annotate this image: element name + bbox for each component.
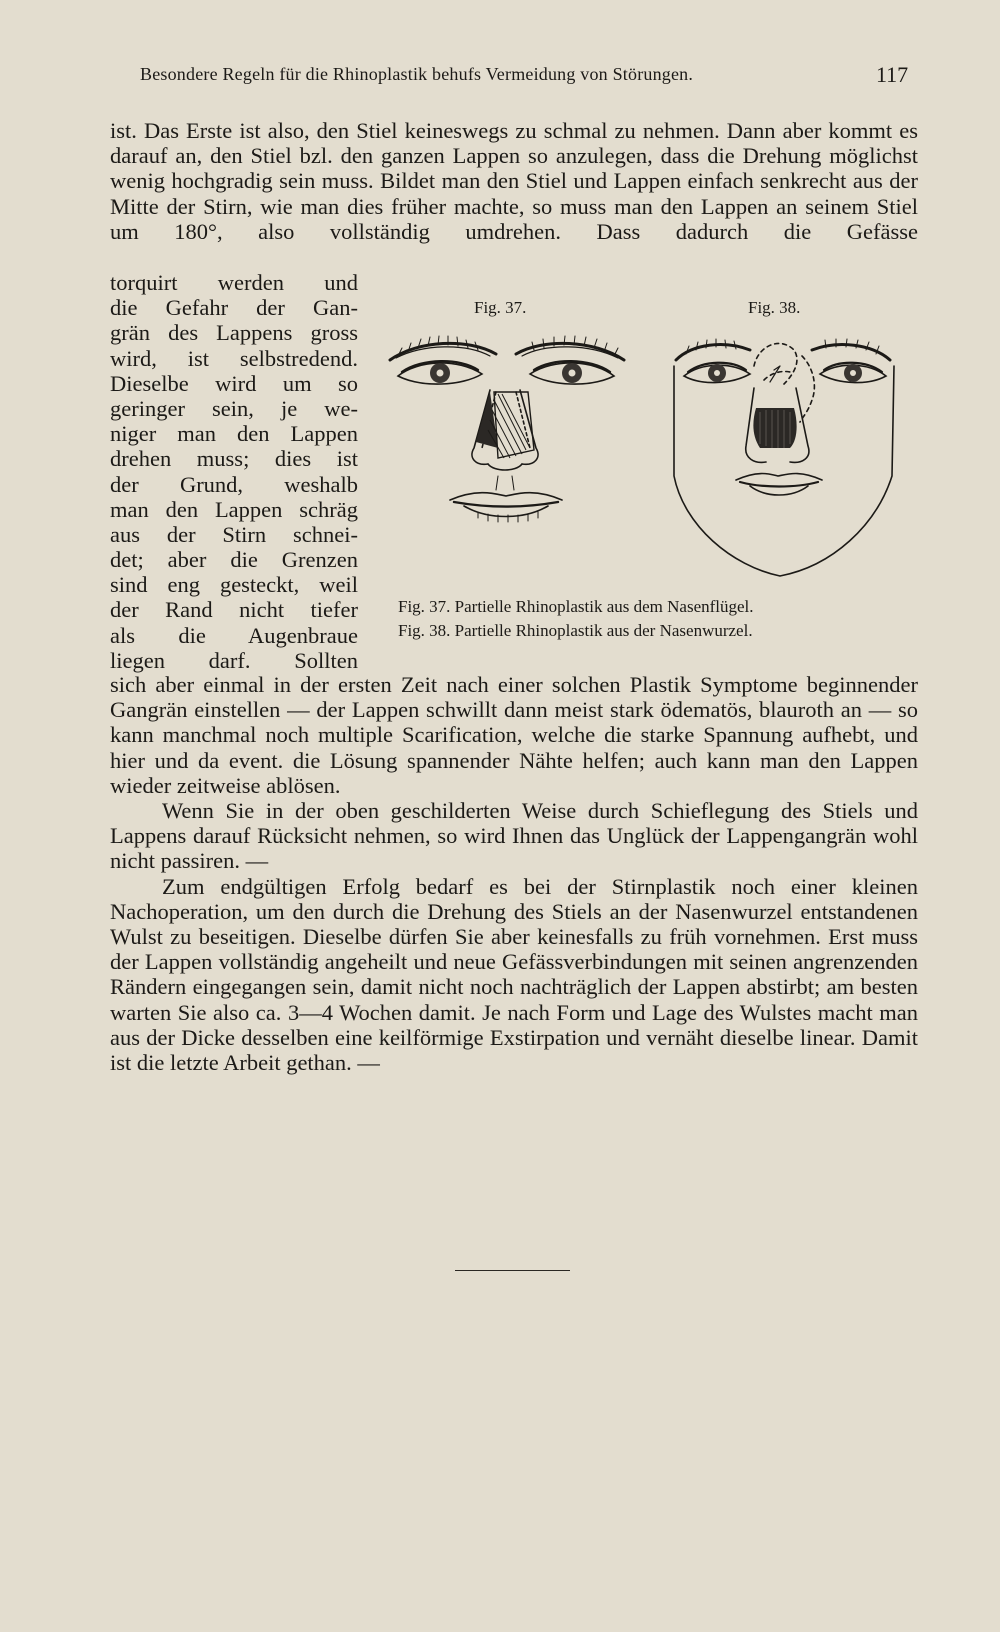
fig37-label: Fig. 37. (474, 298, 527, 317)
narrow-line: der Rand nicht tiefer (110, 597, 358, 623)
narrow-line: drehen muss; dies ist (110, 446, 358, 472)
narrow-line: man den Lappen schräg (110, 496, 358, 522)
page-number: 117 (876, 62, 909, 87)
caption-fig38: Fig. 38. Partielle Rhinoplastik aus der Nasenwurzel. (398, 621, 753, 640)
paragraph: Wenn Sie in der oben geschilderten Weise durch Schieflegung des Stiels und Lappens darauf Rücksicht nehmen, so wird Ihnen das Unglück der Lappengangrän wohl nicht passiren. — (110, 798, 918, 874)
end-rule (455, 1270, 570, 1271)
narrow-text-column (110, 270, 358, 673)
narrow-line: der Grund, weshalb (110, 471, 358, 497)
text-bottom (110, 672, 918, 1075)
narrow-line: liegen darf. Sollten (110, 647, 358, 673)
fig37-illustration (378, 330, 638, 560)
narrow-line: aus der Stirn schnei- (110, 521, 358, 547)
paragraph-top: ist. Das Erste ist also, den Stiel keineswegs zu schmal zu nehmen. Dann aber kommt es darauf an, den Stiel bzl. den ganzen Lappen so anzulegen, dass die Drehung möglichst wenig hochgradig sein muss. Bildet man den Stiel und Lappen einfach senkrecht aus der Mitte der Stirn, wie man dies früher machte, so muss man den Lappen an seinem Stiel um 180°, also vollständig umdrehen. Dass dadurch die Gefässe (110, 118, 918, 244)
narrow-line: als die Augenbraue (110, 622, 358, 648)
paragraph: Zum endgültigen Erfolg bedarf es bei der Stirnplastik noch einer kleinen Nachoperation, um den durch die Drehung des Stiels an der Nasenwurzel entstandenen Wulst zu beseitigen. Dieselbe dürfen Sie aber keinesfalls zu früh vornehmen. Erst muss der Lappen vollständig angeheilt und neue Gefässverbindungen mit seinen angrenzenden Rändern eingegangen sein, damit nicht noch nachträglich der Lappen abstirbt; am besten warten Sie also ca. 3—4 Wochen damit. Je nach Form und Lage des Wulstes macht man aus der Dicke desselben eine keilförmige Exstirpation und vernäht dieselbe linear. Damit ist die letzte Arbeit gethan. — (110, 873, 918, 1076)
narrow-line: sind eng gesteckt, weil (110, 572, 358, 598)
narrow-line: wird, ist selbstredend. (110, 345, 358, 371)
fig38-label: Fig. 38. (748, 298, 801, 317)
narrow-line: Dieselbe wird um so (110, 370, 358, 396)
narrow-line: geringer sein, je we- (110, 395, 358, 421)
narrow-line: die Gefahr der Gan- (110, 295, 358, 321)
paragraph: sich aber einmal in der ersten Zeit nach einer solchen Plastik Symptome beginnender Gangrän einstellen — der Lappen schwillt dann meist stark ödematös, blauroth an — so kann manchmal noch multiple Scarification, welche die starke Spannung aufhebt, und hier und da event. die Lösung spannender Nähte helfen; auch kann man den Lappen wieder zeitweise ablösen. (110, 672, 918, 798)
narrow-line: grän des Lappens gross (110, 320, 358, 346)
narrow-line: niger man den Lappen (110, 421, 358, 447)
narrow-line: torquirt werden und (110, 270, 358, 295)
narrow-line: det; aber die Grenzen (110, 547, 358, 573)
running-title: Besondere Regeln für die Rhinoplastik behufs Vermeidung von Störungen. (140, 64, 694, 84)
caption-fig37: Fig. 37. Partielle Rhinoplastik aus dem Nasenflügel. (398, 597, 754, 616)
fig38-illustration (662, 326, 912, 588)
